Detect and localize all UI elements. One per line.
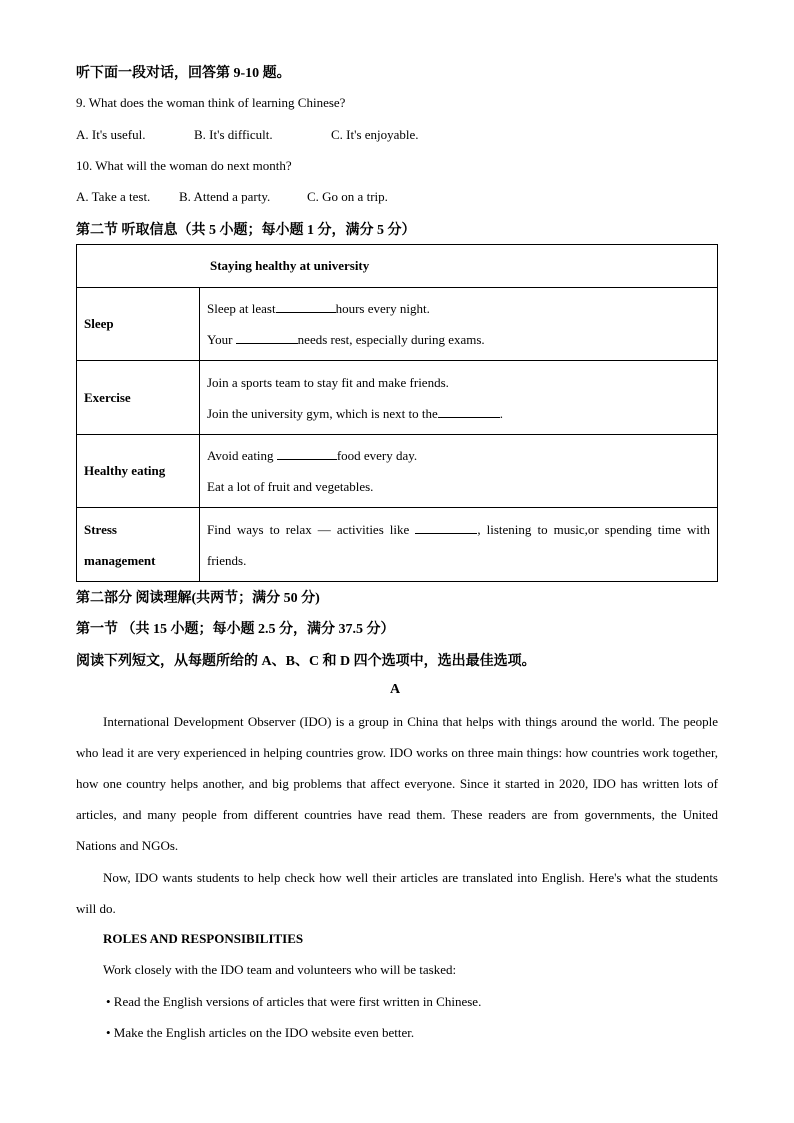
- info-table: [76, 244, 718, 582]
- listening-section2-title: 第二节 听取信息（共 5 小题；每小题 1 分，满分 5 分）: [76, 223, 416, 238]
- stress-label-line2: management: [84, 552, 156, 568]
- q10-option-a: A. Take a test.: [76, 189, 151, 204]
- question-10: 10. What will the woman do next month?: [76, 158, 292, 173]
- q10-option-b: B. Attend a party.: [179, 189, 271, 204]
- roles-bullet-1: • Read the English versions of articles that were first written in Chinese.: [106, 994, 482, 1009]
- eating-line2: Eat a lot of fruit and vegetables.: [207, 479, 374, 494]
- exercise-line1: Join a sports team to stay fit and make friends.: [207, 374, 449, 390]
- table-title: Staying healthy at university: [77, 245, 718, 288]
- exercise-line2-end: .: [499, 405, 503, 421]
- answer-blank-5: [415, 521, 477, 534]
- answer-blank-3: [438, 405, 500, 418]
- table-row-sleep: [77, 288, 718, 361]
- q9-option-b: B. It's difficult.: [194, 127, 273, 142]
- sleep-line2-text: Your: [207, 332, 233, 347]
- table-row-healthy-eating: [77, 435, 718, 508]
- question-9: 9. What does the woman think of learning Chinese?: [76, 95, 346, 110]
- roles-heading: ROLES AND RESPONSIBILITIES: [103, 931, 304, 946]
- row-content-stress: [200, 508, 718, 582]
- answer-blank-4: [277, 447, 337, 460]
- q10-option-c: C. Go on a trip.: [307, 189, 388, 204]
- reading-section-title: 第一节 （共 15 小题；每小题 2.5 分，满分 37.5 分）: [76, 622, 395, 637]
- listening-section-intro: 听下面一段对话，回答第 9-10 题。: [76, 66, 291, 81]
- eating-line1-end: food every day.: [336, 448, 418, 463]
- row-content-healthy-eating: [200, 435, 718, 508]
- row-content-sleep: [200, 288, 718, 361]
- row-label-sleep: Sleep: [77, 288, 200, 361]
- passage-label: A: [390, 682, 401, 697]
- answer-blank-2: [236, 331, 298, 344]
- reading-instruction: 阅读下列短文，从每题所给的 A、B、C 和 D 四个选项中，选出最佳选项。: [76, 654, 536, 669]
- row-label-healthy-eating: Healthy eating: [77, 435, 200, 508]
- row-label-stress: [77, 508, 200, 582]
- row-label-exercise: Exercise: [77, 361, 200, 435]
- table-row-exercise: [77, 361, 718, 435]
- table-row-stress: [77, 508, 718, 582]
- q9-option-c: C. It's enjoyable.: [331, 127, 419, 142]
- roles-intro: Work closely with the IDO team and volunteers who will be tasked:: [103, 962, 457, 977]
- sleep-line1-text: Sleep at least: [207, 301, 276, 316]
- roles-bullet-2: • Make the English articles on the IDO website even better.: [106, 1025, 415, 1040]
- exercise-line2-text: Join the university gym, which is next to the: [207, 405, 438, 421]
- eating-line1-text: Avoid eating: [207, 448, 274, 463]
- q9-option-a: A. It's useful.: [76, 127, 146, 142]
- passage-paragraph-2: Now, IDO wants students to help check how well their articles are translated into English. Here's what the students will do.: [76, 870, 718, 916]
- table-title-row: [77, 245, 718, 288]
- passage-paragraph-1: International Development Observer (IDO) is a group in China that helps with things around the world. The people who lead it are very experienced in helping countries grow. IDO works on three main things: how countries work together, how one country helps another, and big problems that affect everyone. Since it started in 2020, IDO has written lots of articles, and many people from different countries have read them. These readers are from governments, the United Nations and NGOs.: [76, 714, 718, 853]
- sleep-line2-end: needs rest, especially during exams.: [297, 332, 485, 347]
- stress-label-line1: Stress: [84, 521, 117, 537]
- sleep-line1-end: hours every night.: [335, 301, 430, 316]
- stress-text: Find ways to relax — activities like: [207, 521, 410, 537]
- reading-part-title: 第二部分 阅读理解(共两节；满分 50 分): [76, 591, 320, 606]
- row-content-exercise: [200, 361, 718, 435]
- answer-blank-1: [276, 300, 336, 313]
- stress-text-end: , listening to music,or spending time with friends.: [207, 521, 711, 568]
